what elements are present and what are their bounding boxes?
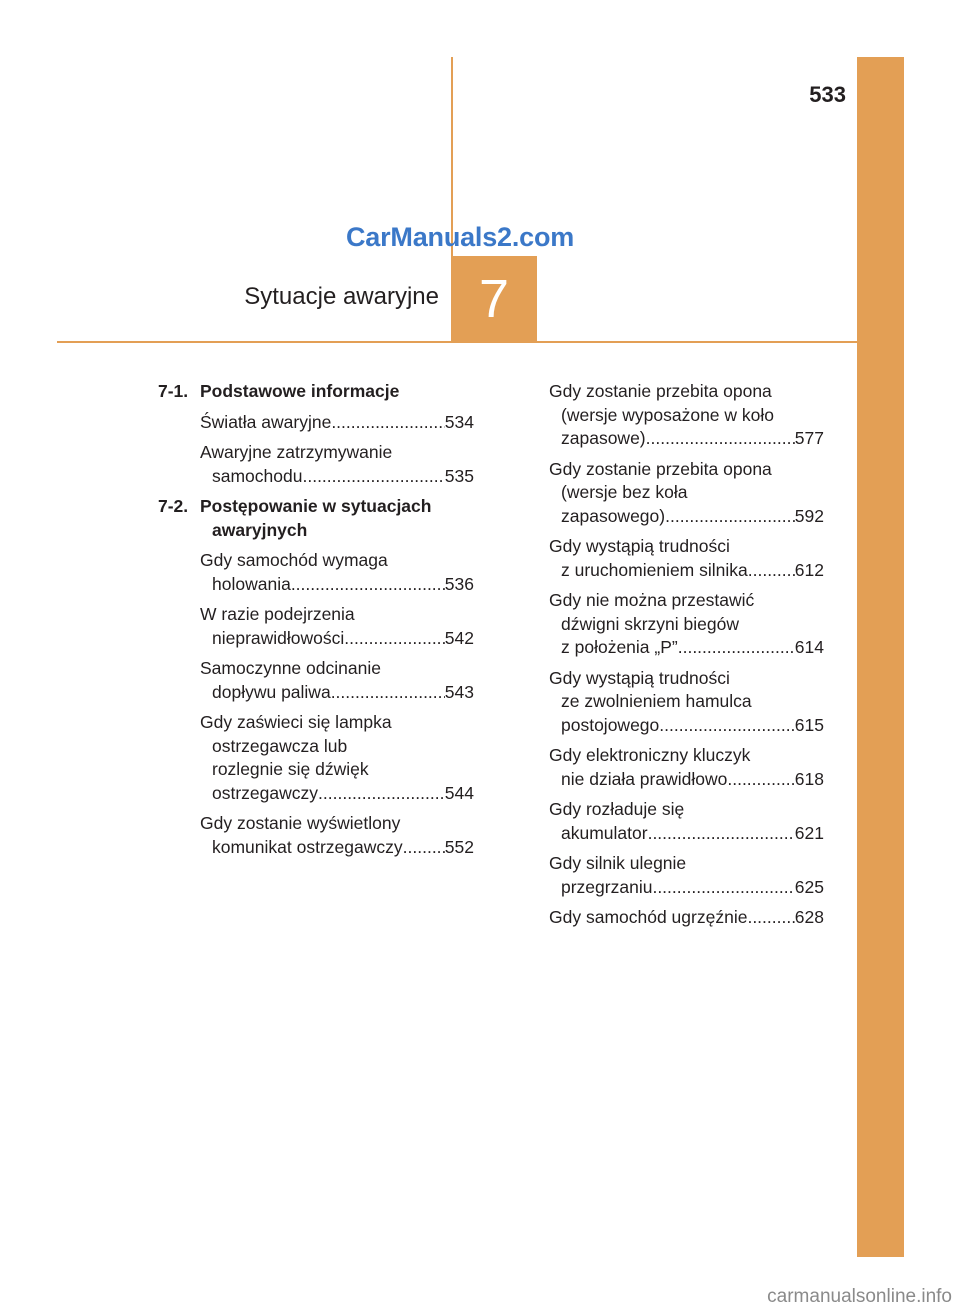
toc-entry[interactable] <box>200 441 474 488</box>
toc-page-number: 577 <box>794 428 824 448</box>
toc-entry-line: Gdy wystąpią trudności <box>549 536 730 556</box>
toc-entry-line: Gdy zaświeci się lampka <box>200 712 392 732</box>
toc-section-title: awaryjnych <box>212 519 308 540</box>
toc-entry-line: (wersje bez koła <box>561 482 688 502</box>
page-number: 533 <box>809 82 846 107</box>
toc-entry-line <box>549 768 824 792</box>
toc-entry-line: Gdy nie można przestawić <box>549 590 755 610</box>
toc-entry-line <box>200 465 474 489</box>
chapter-number: 7 <box>478 269 510 329</box>
toc-entry[interactable] <box>200 549 474 596</box>
toc-dot-leader <box>747 906 794 930</box>
toc-entry[interactable] <box>200 711 474 805</box>
chapter-side-tab <box>857 57 904 1257</box>
toc-entry-line: Awaryjne zatrzymywanie <box>200 442 393 462</box>
toc-entry-line <box>549 876 824 900</box>
toc-entry-text: zapasowe) <box>561 428 646 448</box>
toc-page-number: 628 <box>794 907 824 927</box>
toc-entry-text: nieprawidłowości <box>212 627 345 648</box>
toc-section-heading <box>158 380 474 404</box>
toc-entry-line: Gdy samochód wymaga <box>200 550 388 570</box>
toc-entry[interactable] <box>549 458 824 529</box>
toc-entry[interactable] <box>549 667 824 738</box>
toc-entry-line: dźwigni skrzyni biegów <box>561 613 739 634</box>
footer-watermark: carmanualsonline.info <box>767 1286 952 1307</box>
toc-page-number: 543 <box>444 681 474 702</box>
toc-dot-leader <box>652 876 794 900</box>
toc-entry-text: komunikat ostrzegawczy <box>212 836 403 857</box>
toc-entry-line: Gdy rozładuje się <box>549 799 685 819</box>
toc-entry-text: z uruchomieniem silnika <box>561 559 748 580</box>
toc-entry-line <box>200 681 474 705</box>
toc-page-number: 534 <box>444 411 474 432</box>
toc-dot-leader <box>659 714 795 738</box>
toc-entry[interactable] <box>549 380 824 451</box>
toc-entry-line <box>549 559 824 583</box>
toc-entry-text: akumulator <box>561 822 648 843</box>
toc-entry-text: samochodu <box>212 465 303 486</box>
toc-page-number: 544 <box>444 782 474 803</box>
chapter-title: Sytuacje awaryjne <box>244 283 439 310</box>
toc-entry[interactable] <box>549 535 824 582</box>
toc-page-number: 542 <box>444 627 474 648</box>
toc-entry-text: Gdy samochód ugrzęźnie <box>549 907 748 927</box>
toc-entry-text: zapasowego) <box>561 505 666 526</box>
toc-dot-leader <box>331 411 444 435</box>
toc-right-column <box>549 380 824 937</box>
toc-entry-line <box>549 714 824 738</box>
toc-entry-line: Gdy silnik ulegnie <box>549 853 687 873</box>
toc-page-number: 621 <box>794 822 824 843</box>
watermark-logo: CarManuals2.com <box>346 222 575 252</box>
toc-dot-leader <box>318 782 445 806</box>
toc-page-number: 535 <box>444 465 474 486</box>
toc-entry-line: rozlegnie się dźwięk <box>212 759 369 779</box>
toc-entry-line <box>200 627 474 651</box>
toc-entry-line <box>200 836 474 860</box>
toc-entry[interactable] <box>200 657 474 704</box>
toc-dot-leader <box>331 681 445 705</box>
toc-dot-leader <box>403 836 445 860</box>
toc-dot-leader <box>646 427 795 451</box>
toc-entry[interactable] <box>200 411 474 435</box>
toc-entry-line <box>549 636 824 660</box>
toc-dot-leader <box>302 465 444 489</box>
toc-entry-line: Gdy elektroniczny kluczyk <box>549 745 751 765</box>
toc-entry-text: przegrzaniu <box>561 876 653 897</box>
toc-entry-line <box>200 411 474 435</box>
toc-entry[interactable] <box>549 798 824 845</box>
toc-page-number: 618 <box>794 768 824 789</box>
toc-dot-leader <box>748 559 795 583</box>
toc-page-number: 614 <box>794 637 824 657</box>
toc-section-title: Postępowanie w sytuacjach <box>200 496 432 516</box>
toc-entry-line: W razie podejrzenia <box>200 604 355 624</box>
toc-dot-leader <box>291 573 445 597</box>
toc-entry[interactable] <box>549 744 824 791</box>
toc-section-number: 7-1. <box>158 381 189 401</box>
toc-section-heading <box>158 495 474 542</box>
toc-entry-line: Samoczynne odcinanie <box>200 658 381 678</box>
toc-section-title: Podstawowe informacje <box>200 381 400 401</box>
toc-dot-leader <box>678 636 795 660</box>
toc-dot-leader <box>665 505 795 529</box>
toc-entry-text: Światła awaryjne <box>200 411 332 432</box>
toc-entry[interactable] <box>200 603 474 650</box>
toc-entry-line: Gdy zostanie wyświetlony <box>200 813 401 833</box>
toc-entry-line: (wersje wyposażone w koło <box>561 404 775 425</box>
toc-page-number: 536 <box>444 573 474 594</box>
toc-dot-leader <box>648 822 795 846</box>
toc-section-number: 7-2. <box>158 496 189 516</box>
toc-page-number: 625 <box>794 876 824 897</box>
toc-entry-line <box>549 505 824 529</box>
toc-entry-text: nie działa prawidłowo <box>561 768 728 789</box>
toc-entry[interactable] <box>549 852 824 899</box>
toc-left-column <box>158 380 474 866</box>
toc-entry-text: z położenia „P” <box>561 637 678 657</box>
toc-dot-leader <box>727 768 794 792</box>
toc-entry-text: ostrzegawczy <box>212 782 319 803</box>
toc-entry-text: holowania <box>212 573 291 594</box>
toc-entry-line <box>200 782 474 806</box>
toc-entry[interactable] <box>200 812 474 859</box>
toc-entry-line <box>549 906 824 930</box>
toc-entry-text: dopływu paliwa <box>212 681 331 702</box>
toc-entry-line: ze zwolnieniem hamulca <box>561 691 752 711</box>
toc-entry-line: Gdy zostanie przebita opona <box>549 458 772 479</box>
toc-page-number: 592 <box>794 505 824 526</box>
toc-entry-line <box>549 427 824 451</box>
toc-entry[interactable] <box>549 906 824 930</box>
toc-page-number: 615 <box>794 714 824 735</box>
toc-entry[interactable] <box>549 589 824 660</box>
toc-entry-line: Gdy zostanie przebita opona <box>549 381 772 401</box>
toc-entry-text: postojowego <box>561 714 660 735</box>
toc-dot-leader <box>344 627 445 651</box>
toc-page-number: 552 <box>444 836 474 857</box>
toc-entry-line <box>200 573 474 597</box>
toc-entry-line: ostrzegawcza lub <box>212 735 348 756</box>
toc-page-number: 612 <box>794 559 824 580</box>
toc-entry-line <box>549 822 824 846</box>
toc-entry-line: Gdy wystąpią trudności <box>549 667 730 688</box>
